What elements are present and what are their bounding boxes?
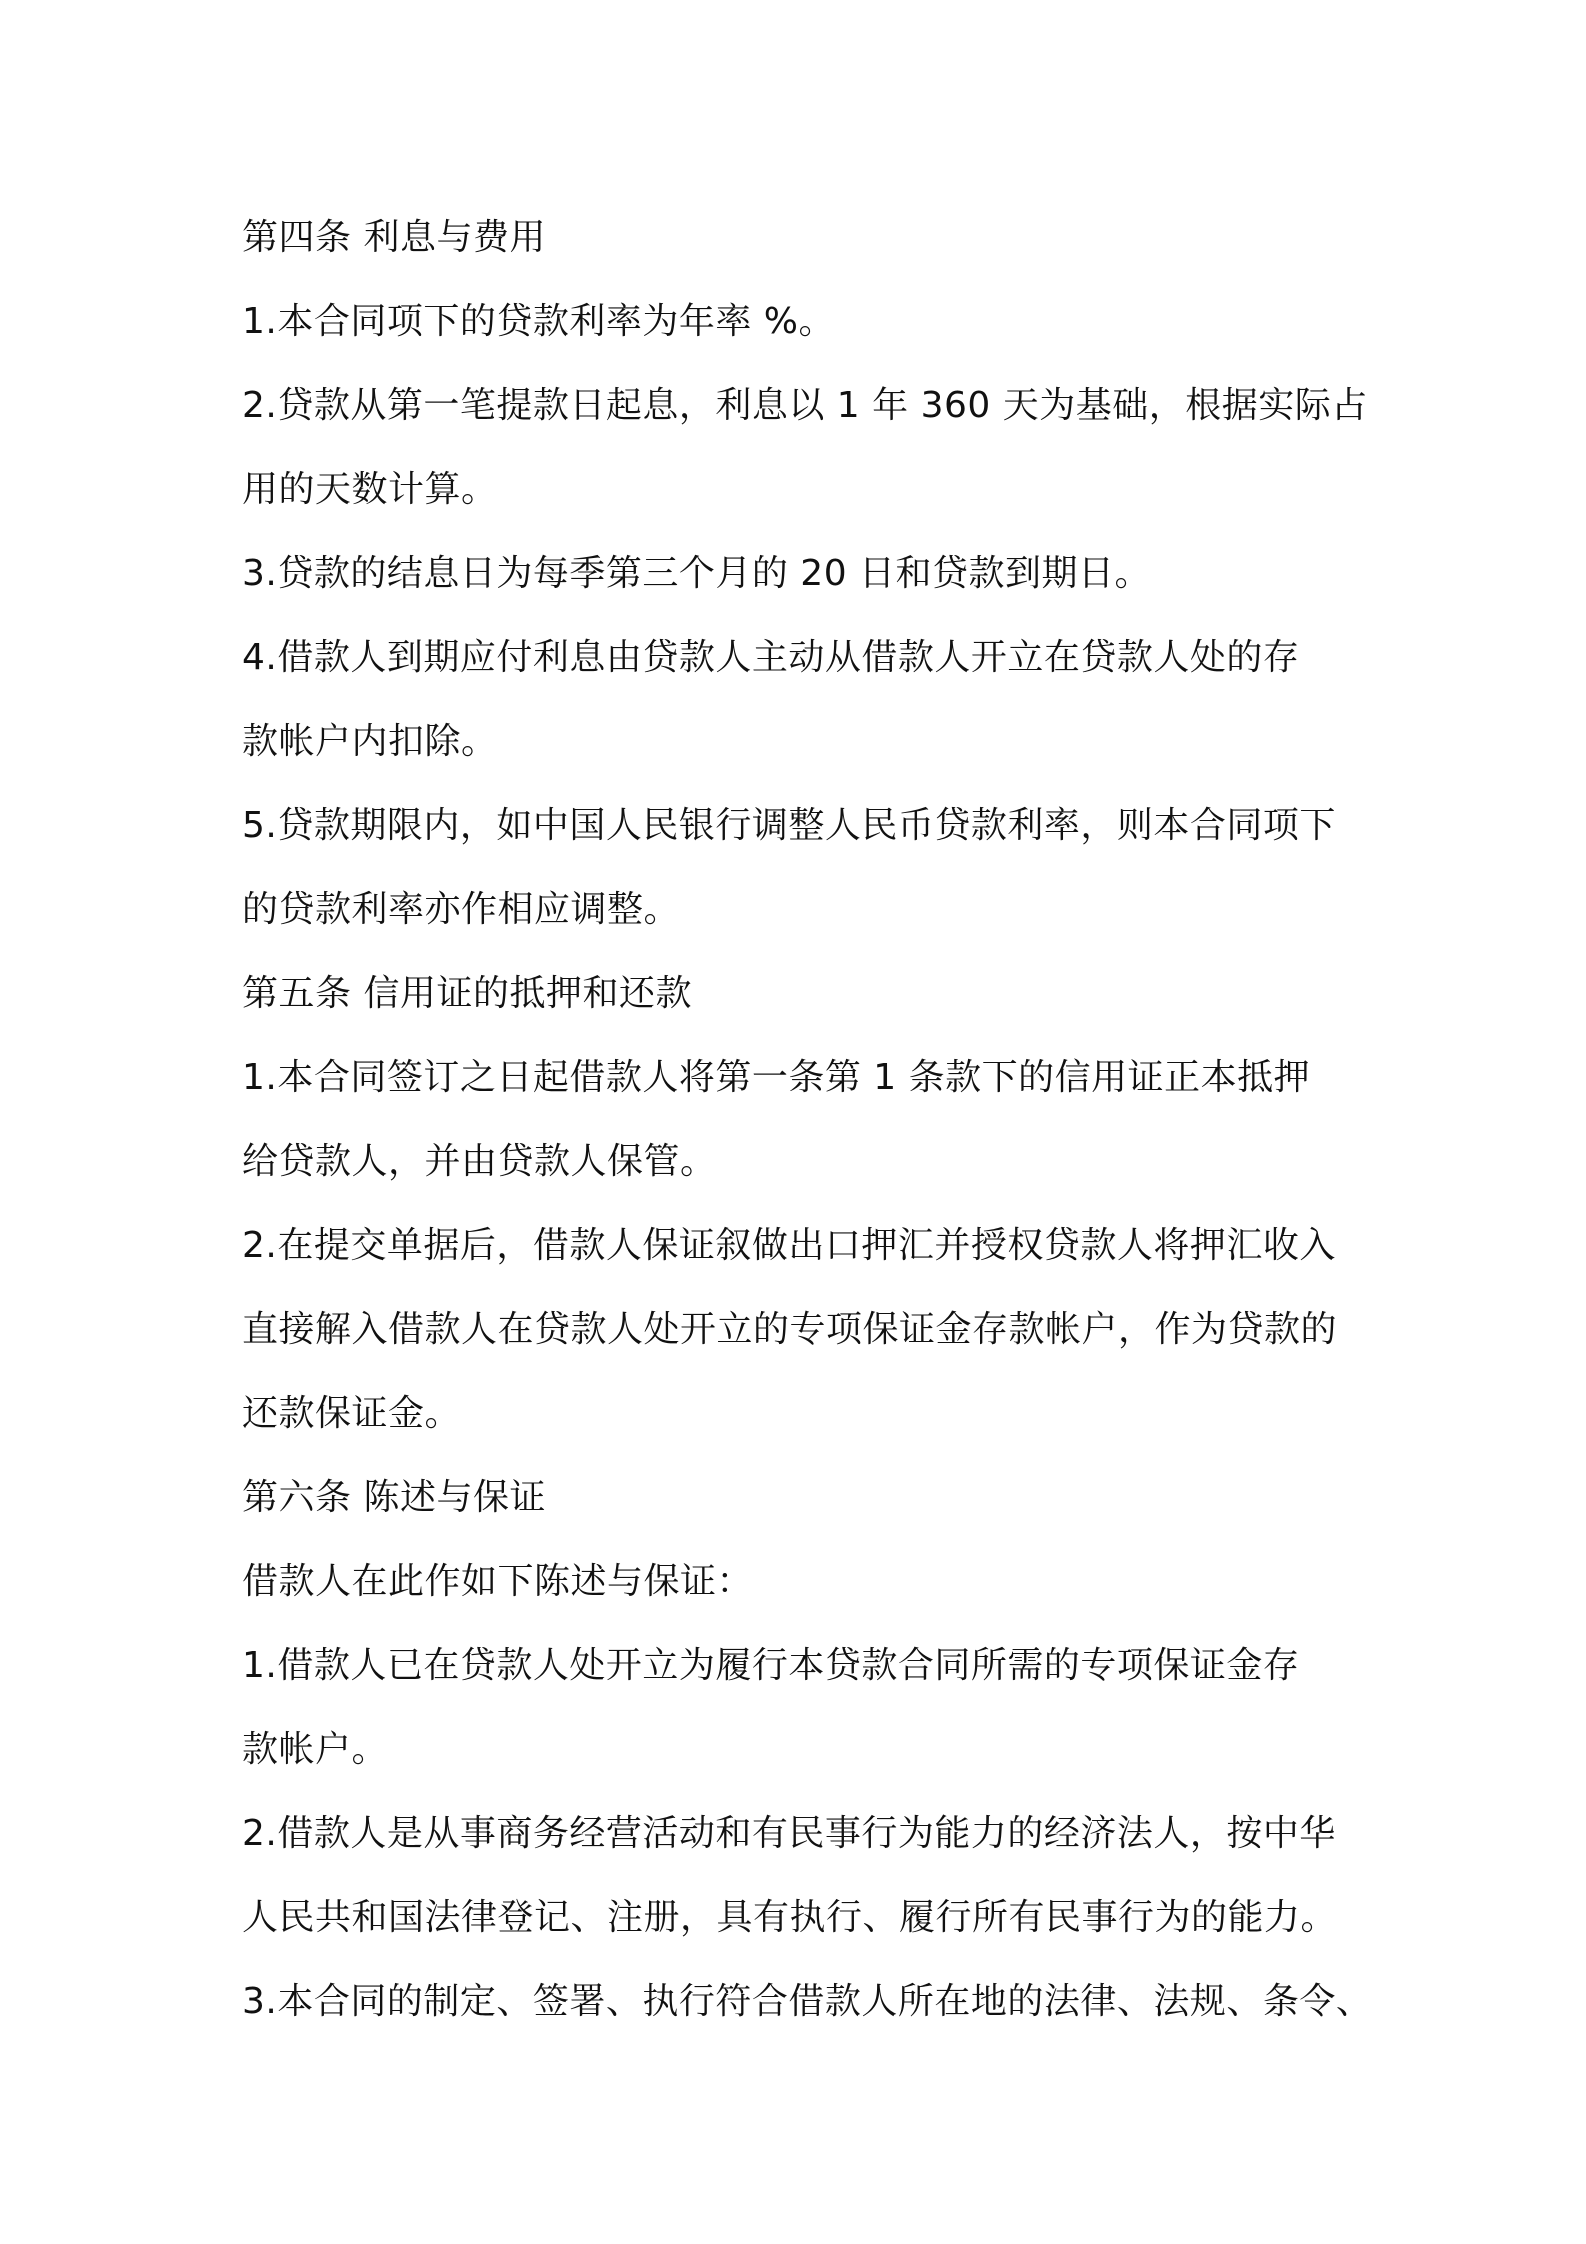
article-5-heading: 第五条 信用证的抵押和还款 [242,973,692,1014]
article-4-clause-2-line-2: 用的天数计算。 [242,469,498,510]
article-6-clause-1-line-2: 款帐户。 [242,1729,389,1770]
article-6-clause-2-line-2: 人民共和国法律登记、注册，具有执行、履行所有民事行为的能力。 [242,1897,1338,1938]
article-6-clause-3-line-1: 3.本合同的制定、签署、执行符合借款人所在地的法律、法规、条令、 [242,1981,1373,2022]
article-6-heading: 第六条 陈述与保证 [242,1477,546,1518]
article-4-clause-1: 1.本合同项下的贷款利率为年率 %。 [242,301,835,342]
article-5-clause-1-line-2: 给贷款人，并由贷款人保管。 [242,1141,717,1182]
article-5-clause-2-line-2: 直接解入借款人在贷款人处开立的专项保证金存款帐户，作为贷款的 [242,1309,1338,1350]
article-4-heading: 第四条 利息与费用 [242,217,546,258]
article-4-clause-3: 3.贷款的结息日为每季第三个月的 20 日和贷款到期日。 [242,553,1152,594]
article-5-clause-2-line-3: 还款保证金。 [242,1393,462,1434]
document-body [242,196,1373,2044]
article-6-clause-2-line-1: 2.借款人是从事商务经营活动和有民事行为能力的经济法人，按中华 [242,1813,1336,1854]
article-5-clause-1-line-1: 1.本合同签订之日起借款人将第一条第 1 条款下的信用证正本抵押 [242,1057,1311,1098]
article-6-intro: 借款人在此作如下陈述与保证： [242,1561,754,1602]
article-4-clause-5-line-1: 5.贷款期限内，如中国人民银行调整人民币贷款利率，则本合同项下 [242,805,1336,846]
article-4-clause-5-line-2: 的贷款利率亦作相应调整。 [242,889,681,930]
article-4-clause-4-line-2: 款帐户内扣除。 [242,721,498,762]
article-4-clause-2-line-1: 2.贷款从第一笔提款日起息，利息以 1 年 360 天为基础，根据实际占 [242,385,1368,426]
article-5-clause-2-line-1: 2.在提交单据后，借款人保证叙做出口押汇并授权贷款人将押汇收入 [242,1225,1336,1266]
article-6-clause-1-line-1: 1.借款人已在贷款人处开立为履行本贷款合同所需的专项保证金存 [242,1645,1300,1686]
article-4-clause-4-line-1: 4.借款人到期应付利息由贷款人主动从借款人开立在贷款人处的存 [242,637,1300,678]
